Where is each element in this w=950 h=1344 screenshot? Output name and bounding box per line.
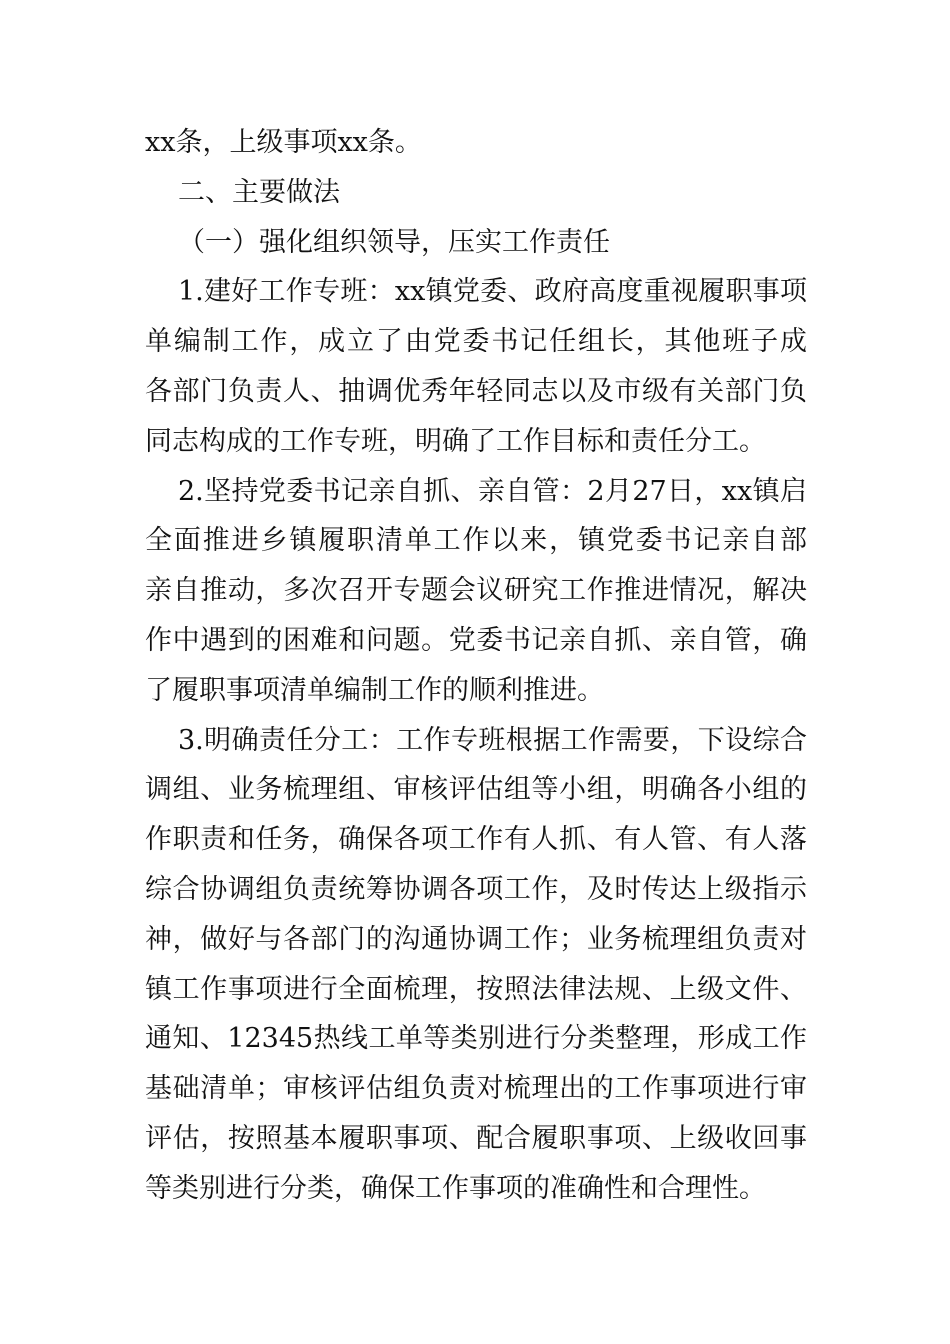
text-line: 同志构成的工作专班，明确了工作目标和责任分工。	[145, 425, 766, 457]
text-line: 3.明确责任分工：工作专班根据工作需要，下设综合	[178, 724, 807, 756]
text-line: 了履职事项清单编制工作的顺利推进。	[145, 674, 604, 706]
text-line: 镇工作事项进行全面梳理，按照法律法规、上级文件、	[145, 973, 807, 1005]
text-line: 2.坚持党委书记亲自抓、亲自管：2月27日，xx镇启	[178, 475, 807, 507]
text-line: 作中遇到的困难和问题。党委书记亲自抓、亲自管，确	[145, 624, 807, 656]
text-line: 全面推进乡镇履职清单工作以来，镇党委书记亲自部	[145, 525, 807, 557]
text-line: 等类别进行分类，确保工作事项的准确性和合理性。	[145, 1172, 766, 1204]
text-line: 亲自推动，多次召开专题会议研究工作推进情况，解决	[145, 575, 807, 607]
text-line: xx条，上级事项xx条。	[145, 127, 422, 158]
text-line: 各部门负责人、抽调优秀年轻同志以及市级有关部门负	[145, 375, 807, 407]
text-line: 评估，按照基本履职事项、配合履职事项、上级收回事	[145, 1122, 807, 1154]
text-line: 单编制工作，成立了由党委书记任组长，其他班子成	[145, 326, 807, 358]
text-line: 综合协调组负责统筹协调各项工作，及时传达上级指示	[145, 873, 807, 905]
text-line: 通知、12345热线工单等类别进行分类整理，形成工作	[145, 1023, 807, 1055]
document-body	[145, 118, 807, 1214]
text-line: 作职责和任务，确保各项工作有人抓、有人管、有人落	[145, 824, 807, 856]
text-line: 基础清单；审核评估组负责对梳理出的工作事项进行审	[145, 1073, 807, 1105]
text-line: 二、主要做法	[178, 176, 340, 208]
text-line: 1.建好工作专班：xx镇党委、政府高度重视履职事项	[178, 276, 807, 308]
text-line: 调组、业务梳理组、审核评估组等小组，明确各小组的	[145, 774, 807, 806]
text-line: 神，做好与各部门的沟通协调工作；业务梳理组负责对	[145, 923, 807, 955]
text-line: （一）强化组织领导，压实工作责任	[178, 226, 610, 258]
